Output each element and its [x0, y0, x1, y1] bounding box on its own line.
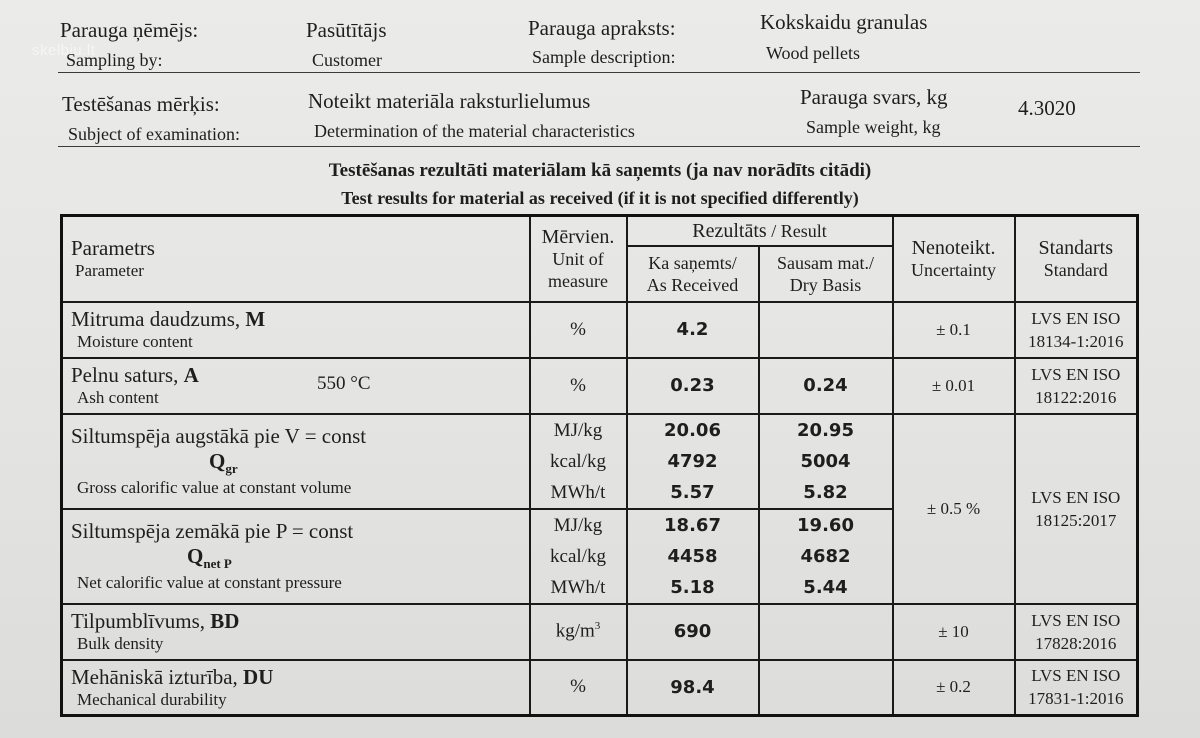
received-ash: 0.23 [627, 358, 759, 414]
param-ash: Pelnu saturs, A Ash content 550 °C [62, 358, 530, 414]
sampling-by-label-en: Sampling by: [66, 50, 163, 70]
table-row-ash [62, 358, 1138, 414]
header-unit: Mērvien. Unit of measure [530, 216, 627, 302]
description-label-en: Sample description: [532, 47, 676, 67]
table-row-mechanical-durability [62, 660, 1138, 716]
dry-net: 19.60 4682 5.44 [759, 509, 893, 604]
header-divider-2 [58, 146, 1140, 147]
header-dry-basis: Sausam mat./ Dry Basis [759, 246, 893, 302]
standard-calorific: LVS EN ISO 18125:2017 [1015, 414, 1138, 604]
param-mechanical-durability: Mehāniskā izturība, DU Mechanical durability [62, 660, 530, 716]
standard-bulk-density: LVS EN ISO 17828:2016 [1015, 604, 1138, 660]
subject-label-lv: Testēšanas mērķis: [62, 92, 220, 116]
subject-value-en: Determination of the material characteristics [314, 121, 635, 141]
dry-gross: 20.95 5004 5.82 [759, 414, 893, 509]
header-as-received: Ka saņemts/ As Received [627, 246, 759, 302]
results-title-en: Test results for material as received (if it is not specified differently) [341, 188, 859, 208]
description-value-en: Wood pellets [766, 43, 861, 63]
results-table [60, 214, 1139, 717]
weight-label-lv: Parauga svars, kg [800, 85, 948, 109]
uncertainty-mechanical-durability: ± 0.2 [893, 660, 1015, 716]
received-mechanical-durability: 98.4 [627, 660, 759, 716]
standard-mechanical-durability: LVS EN ISO 17831-1:2016 [1015, 660, 1138, 716]
param-moisture: Mitruma daudzums, M Moisture content [62, 302, 530, 358]
unit-bulk-density: $kg/m^3$ [530, 604, 627, 660]
param-net-calorific: Siltumspēja zemākā pie P = const $Q_{net P}$ Net calorific value at constant pressure [62, 509, 530, 604]
sampling-by-value-en: Customer [312, 50, 382, 70]
standard-ash: LVS EN ISO 18122:2016 [1015, 358, 1138, 414]
unit-ash: % [530, 358, 627, 414]
uncertainty-calorific: ± 0.5 % [893, 414, 1015, 604]
sampling-by-value-lv: Pasūtītājs [306, 18, 387, 42]
table-row-gross-calorific [62, 414, 1138, 509]
units-gross: MJ/kg kcal/kg MWh/t [530, 414, 627, 509]
table-header-row-1 [62, 216, 1138, 246]
uncertainty-bulk-density: ± 10 [893, 604, 1015, 660]
header-result: Rezultāts / Result [627, 216, 893, 246]
header-parameter: Parametrs Parameter [62, 216, 530, 302]
dry-moisture [759, 302, 893, 358]
unit-moisture: % [530, 302, 627, 358]
table-row-moisture [62, 302, 1138, 358]
header-uncertainty: Nenoteikt. Uncertainty [893, 216, 1015, 302]
param-gross-calorific: Siltumspēja augstākā pie V = const $Q_{gr}$ Gross calorific value at constant volume [62, 414, 530, 509]
param-bulk-density: Tilpumblīvums, BD Bulk density [62, 604, 530, 660]
sampling-by-label-lv: Parauga ņēmējs: [60, 18, 199, 42]
ash-temperature: 550 °C [317, 372, 371, 394]
header-standard: Standarts Standard [1015, 216, 1138, 302]
dry-mechanical-durability [759, 660, 893, 716]
received-moisture: 4.2 [627, 302, 759, 358]
header-divider-1 [58, 72, 1140, 73]
results-title-lv: Testēšanas rezultāti materiālam kā saņemts (ja nav norādīts citādi) [328, 160, 872, 181]
table-row-bulk-density [62, 604, 1138, 660]
uncertainty-ash: ± 0.01 [893, 358, 1015, 414]
units-net: MJ/kg kcal/kg MWh/t [530, 509, 627, 604]
received-gross: 20.06 4792 5.57 [627, 414, 759, 509]
dry-bulk-density [759, 604, 893, 660]
watermark: skelbiu.lt [32, 42, 96, 59]
received-bulk-density: 690 [627, 604, 759, 660]
subject-label-en: Subject of examination: [68, 124, 240, 144]
dry-ash: 0.24 [759, 358, 893, 414]
uncertainty-moisture: ± 0.1 [893, 302, 1015, 358]
description-label-lv: Parauga apraksts: [528, 16, 676, 40]
subject-value-lv: Noteikt materiāla raksturlielumus [308, 89, 591, 113]
standard-moisture: LVS EN ISO 18134-1:2016 [1015, 302, 1138, 358]
weight-value: 4.3020 [1018, 96, 1076, 120]
description-value-lv: Kokskaidu granulas [760, 10, 928, 34]
received-net: 18.67 4458 5.18 [627, 509, 759, 604]
weight-label-en: Sample weight, kg [806, 117, 941, 137]
unit-mechanical-durability: % [530, 660, 627, 716]
